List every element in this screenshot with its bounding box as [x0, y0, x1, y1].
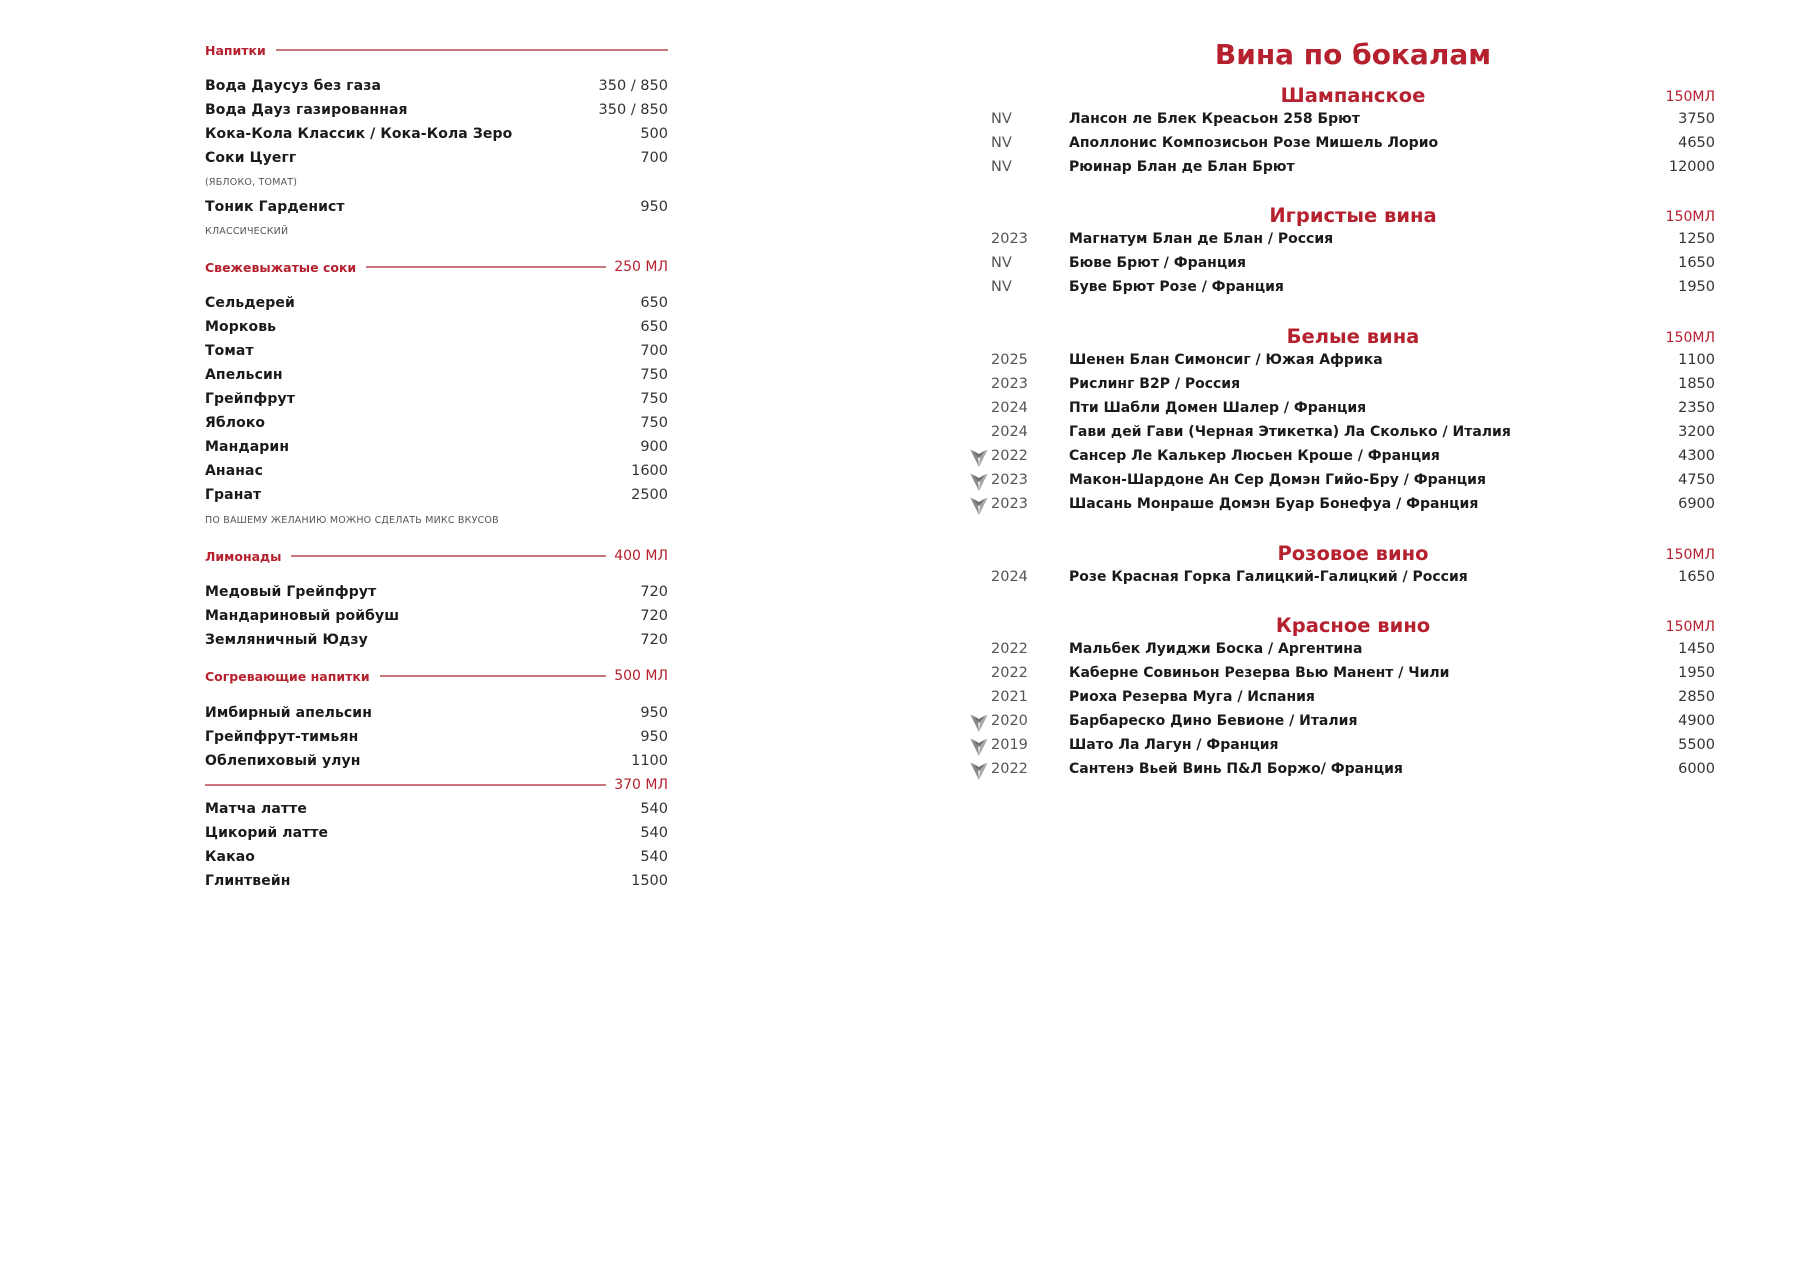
item-name: Кока-Кола Классик / Кока-Кола Зеро: [205, 126, 513, 142]
wine-row: [960, 133, 1755, 155]
menu-item: [205, 364, 668, 386]
wine-section-volume: 150МЛ: [1665, 209, 1715, 225]
wine-section-volume: 150МЛ: [1665, 619, 1715, 635]
menu-item: [205, 75, 668, 97]
section-title: Лимонады: [205, 548, 282, 564]
wine-price: 2850: [1678, 689, 1715, 705]
wine-name: Шенен Блан Симонсиг / Южая Африка: [1069, 352, 1383, 368]
section-header-warming-drinks: [205, 666, 668, 686]
item-name: Томат: [205, 343, 254, 359]
wine-vintage: NV: [991, 279, 1012, 295]
wine-name: Шато Ла Лагун / Франция: [1069, 737, 1279, 753]
menu-item: [205, 196, 668, 218]
wine-section-title: Белые вина: [1286, 325, 1420, 348]
item-price: 540: [640, 801, 668, 817]
wine-price: 1950: [1678, 279, 1715, 295]
menu-item: [205, 460, 668, 482]
menu-item: [205, 870, 668, 892]
wine-row: [960, 470, 1755, 492]
item-name: Мандарин: [205, 439, 290, 455]
wine-price: 5500: [1678, 737, 1715, 753]
section-header-drinks: [205, 40, 668, 60]
wine-price: 3750: [1678, 111, 1715, 127]
item-price: 950: [640, 729, 668, 745]
item-name: Тоник Гарденист: [205, 199, 345, 215]
item-price: 1500: [631, 873, 668, 889]
wine-row: [960, 157, 1755, 179]
wine-section-header: [960, 204, 1755, 230]
menu-item: [205, 388, 668, 410]
menu-item: [205, 629, 668, 651]
wine-vintage: NV: [991, 135, 1012, 151]
item-price: 750: [640, 367, 668, 383]
item-price: 1100: [631, 753, 668, 769]
wine-price: 1950: [1678, 665, 1715, 681]
wine-row: [960, 398, 1755, 420]
item-price: 540: [640, 825, 668, 841]
item-name: Морковь: [205, 319, 277, 335]
wine-price: 1850: [1678, 376, 1715, 392]
wine-name: Макон-Шардоне Ан Сер Домэн Гийо-Бру / Франция: [1069, 472, 1486, 488]
item-price: 650: [640, 295, 668, 311]
item-price: 900: [640, 439, 668, 455]
leaf-icon: [969, 472, 989, 492]
item-name: Вода Дауз газированная: [205, 102, 408, 118]
item-name: Ананас: [205, 463, 263, 479]
item-price: 350 / 850: [598, 78, 668, 94]
item-price: 650: [640, 319, 668, 335]
section-divider: [366, 266, 606, 268]
item-price: 950: [640, 705, 668, 721]
section-divider: [276, 49, 668, 51]
item-name: Вода Даусуз без газа: [205, 78, 382, 94]
wine-row: [960, 446, 1755, 468]
wine-price: 6900: [1678, 496, 1715, 512]
wine-section-header: [960, 325, 1755, 351]
item-price: 500: [640, 126, 668, 142]
section-header-lattes: [205, 775, 668, 795]
wine-vintage: 2022: [991, 641, 1028, 657]
item-price: 350 / 850: [598, 102, 668, 118]
item-name: Имбирный апельсин: [205, 705, 372, 721]
wine-vintage: 2022: [991, 448, 1028, 464]
item-name: Глинтвейн: [205, 873, 291, 889]
wine-row: [960, 687, 1755, 709]
wine-price: 1650: [1678, 255, 1715, 271]
page-title: Вина по бокалам: [1214, 38, 1492, 71]
wine-price: 4650: [1678, 135, 1715, 151]
menu-item: [205, 846, 668, 868]
item-note: ПО ВАШЕМУ ЖЕЛАНИЮ МОЖНО СДЕЛАТЬ МИКС ВКУСОВ: [205, 515, 499, 526]
leaf-icon: [969, 713, 989, 733]
wine-section-volume: 150МЛ: [1665, 330, 1715, 346]
wine-price: 4300: [1678, 448, 1715, 464]
wine-price: 12000: [1668, 159, 1715, 175]
wine-row: [960, 277, 1755, 299]
wine-section-title: Розовое вино: [1277, 542, 1429, 565]
item-price: 750: [640, 391, 668, 407]
menu-item: [205, 726, 668, 748]
item-name: Грейпфрут-тимьян: [205, 729, 359, 745]
wine-price: 1100: [1678, 352, 1715, 368]
wine-price: 1650: [1678, 569, 1715, 585]
wine-vintage: 2021: [991, 689, 1028, 705]
wine-name: Аполлонис Композисьон Розе Мишель Лорио: [1069, 135, 1439, 151]
wine-row: [960, 639, 1755, 661]
leaf-icon: [969, 761, 989, 781]
section-volume: 250 МЛ: [614, 259, 668, 275]
item-name: Сельдерей: [205, 295, 295, 311]
wine-section-header: [960, 542, 1755, 568]
section-title: Напитки: [205, 42, 266, 58]
section-divider: [380, 675, 607, 677]
wine-row: [960, 567, 1755, 589]
item-name: Мандариновый ройбуш: [205, 608, 400, 624]
wine-section-header: [960, 614, 1755, 640]
wine-vintage: 2022: [991, 665, 1028, 681]
section-title: Согревающие напитки: [205, 668, 370, 684]
menu-item: [205, 292, 668, 314]
menu-item: [205, 822, 668, 844]
wine-row: [960, 422, 1755, 444]
wine-name: Мальбек Луиджи Боска / Аргентина: [1069, 641, 1363, 657]
drinks-menu: [205, 0, 668, 1273]
wine-name: Риоха Резерва Муга / Испания: [1069, 689, 1315, 705]
wine-name: Буве Брют Розе / Франция: [1069, 279, 1284, 295]
wine-vintage: 2024: [991, 400, 1028, 416]
wine-name: Бюве Брют / Франция: [1069, 255, 1246, 271]
item-price: 720: [640, 584, 668, 600]
menu-item: [205, 123, 668, 145]
item-name: Цикорий латте: [205, 825, 329, 841]
menu-item: [205, 147, 668, 169]
wine-row: [960, 374, 1755, 396]
section-divider: [291, 555, 606, 557]
wine-name: Шасань Монраше Домэн Буар Бонефуа / Франция: [1069, 496, 1479, 512]
wine-row: [960, 350, 1755, 372]
item-note: КЛАССИЧЕСКИЙ: [205, 226, 289, 237]
item-price: 1600: [631, 463, 668, 479]
wine-row: [960, 711, 1755, 733]
wine-row: [960, 229, 1755, 251]
menu-item: [205, 99, 668, 121]
wine-vintage: 2022: [991, 761, 1028, 777]
section-title: Свежевыжатые соки: [205, 259, 357, 275]
wine-price: 2350: [1678, 400, 1715, 416]
leaf-icon: [969, 496, 989, 516]
wine-row: [960, 109, 1755, 131]
wine-name: Сансер Ле Калькер Люсьен Кроше / Франция: [1069, 448, 1440, 464]
wine-name: Магнатум Блан де Блан / Россия: [1069, 231, 1334, 247]
menu-item: [205, 581, 668, 603]
wine-vintage: 2023: [991, 231, 1028, 247]
menu-item: [205, 750, 668, 772]
item-price: 720: [640, 608, 668, 624]
section-volume: 370 МЛ: [614, 777, 668, 793]
leaf-icon: [969, 448, 989, 468]
item-price: 700: [640, 343, 668, 359]
wine-section-title: Игристые вина: [1269, 204, 1437, 227]
wine-price: 4750: [1678, 472, 1715, 488]
item-price: 2500: [631, 487, 668, 503]
item-price: 700: [640, 150, 668, 166]
wine-row: [960, 663, 1755, 685]
wine-vintage: NV: [991, 159, 1012, 175]
wine-vintage: 2020: [991, 713, 1028, 729]
item-note: (ЯБЛОКО, ТОМАТ): [205, 177, 298, 188]
wine-section-volume: 150МЛ: [1665, 89, 1715, 105]
menu-item: [205, 316, 668, 338]
wine-price: 3200: [1678, 424, 1715, 440]
wine-vintage: 2023: [991, 496, 1028, 512]
wine-vintage: 2025: [991, 352, 1028, 368]
leaf-icon: [969, 737, 989, 757]
wine-price: 4900: [1678, 713, 1715, 729]
item-name: Яблоко: [205, 415, 266, 431]
wine-menu: [960, 0, 1755, 1273]
item-price: 950: [640, 199, 668, 215]
wine-vintage: 2019: [991, 737, 1028, 753]
wine-name: Барбареско Дино Бевионе / Италия: [1069, 713, 1358, 729]
item-price: 540: [640, 849, 668, 865]
item-name: Грейпфрут: [205, 391, 295, 407]
item-name: Матча латте: [205, 801, 307, 817]
item-name: Земляничный Юдзу: [205, 632, 368, 648]
wine-price: 1250: [1678, 231, 1715, 247]
item-name: Какао: [205, 849, 255, 865]
menu-item: [205, 702, 668, 724]
wine-vintage: 2024: [991, 569, 1028, 585]
wine-row: [960, 494, 1755, 516]
item-name: Гранат: [205, 487, 262, 503]
section-volume: 500 МЛ: [614, 668, 668, 684]
item-name: Медовый Грейпфрут: [205, 584, 377, 600]
wine-name: Гави дей Гави (Черная Этикетка) Ла Сколько / Италия: [1069, 424, 1511, 440]
wine-price: 1450: [1678, 641, 1715, 657]
wine-row: [960, 253, 1755, 275]
item-name: Облепиховый улун: [205, 753, 361, 769]
wine-section-header: [960, 84, 1755, 110]
wine-vintage: 2024: [991, 424, 1028, 440]
section-volume: 400 МЛ: [614, 548, 668, 564]
menu-item: [205, 484, 668, 506]
menu-item: [205, 605, 668, 627]
item-name: Апельсин: [205, 367, 283, 383]
item-price: 720: [640, 632, 668, 648]
menu-item: [205, 798, 668, 820]
wine-price: 6000: [1678, 761, 1715, 777]
wine-name: Каберне Совиньон Резерва Вью Манент / Чили: [1069, 665, 1450, 681]
item-price: 750: [640, 415, 668, 431]
item-name: Соки Цуегг: [205, 150, 297, 166]
wine-name: Сантенэ Вьей Винь П&Л Боржо/ Франция: [1069, 761, 1403, 777]
section-divider: [205, 784, 606, 786]
section-header-fresh-juices: [205, 257, 668, 277]
wine-vintage: NV: [991, 255, 1012, 271]
wine-vintage: NV: [991, 111, 1012, 127]
wine-section-volume: 150МЛ: [1665, 547, 1715, 563]
wine-row: [960, 759, 1755, 781]
section-header-lemonades: [205, 546, 668, 566]
menu-item: [205, 340, 668, 362]
wine-row: [960, 735, 1755, 757]
menu-item: [205, 412, 668, 434]
wine-name: Рюинар Блан де Блан Брют: [1069, 159, 1295, 175]
wine-section-title: Красное вино: [1275, 614, 1431, 637]
wine-section-title: Шампанское: [1280, 84, 1426, 107]
wine-vintage: 2023: [991, 376, 1028, 392]
wine-name: Лансон ле Блек Креасьон 258 Брют: [1069, 111, 1360, 127]
wine-name: Розе Красная Горка Галицкий-Галицкий / Россия: [1069, 569, 1468, 585]
menu-item: [205, 436, 668, 458]
wine-vintage: 2023: [991, 472, 1028, 488]
wine-name: Пти Шабли Домен Шалер / Франция: [1069, 400, 1367, 416]
wine-name: Рислинг B2P / Россия: [1069, 376, 1241, 392]
